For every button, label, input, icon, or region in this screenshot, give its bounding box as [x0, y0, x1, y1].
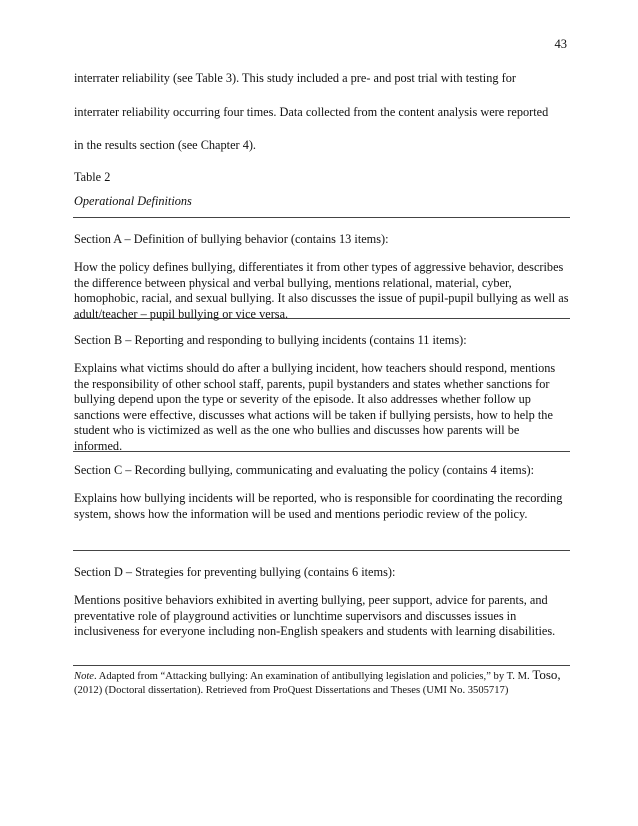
section-d-heading: Section D – Strategies for preventing bullying (contains 6 items): [74, 565, 396, 579]
note-text-b: (2012) (Doctoral dissertation). Retrieved from ProQuest Dissertations and Theses (UMI No. 3505717) [74, 685, 509, 696]
section-a-description: How the policy defines bullying, differentiates it from other types of aggressive behavior, describes the difference between physical and verbal bullying, mentions relational, material, cyber, homophobic, racial, and sexual bullying. It also discusses the issue of pupil-pupil bullying as well as adult/teacher – pupil bullying or vice versa. [74, 260, 569, 321]
body-text-line-3: in the results section (see Chapter 4). [74, 138, 257, 152]
table-title: Operational Definitions [74, 194, 192, 208]
page-number: 43 [554, 37, 567, 51]
table-note [74, 668, 570, 698]
section-b-description: Explains what victims should do after a bullying incident, how teachers should respond, mentions the responsibility of other school staff, parents, pupil bystanders and states whether sanctions for bullying depend upon the type or severity of the episode. It also addresses whether follow up sanctions were effective, discusses what actions will be taken if bullying persists, how to help the student who is victimized as well as the one who bullies and discusses how parents will be informed. [74, 361, 556, 453]
table-section-a [74, 232, 570, 322]
table-section-c [74, 463, 570, 522]
table-bottom-rule [73, 665, 570, 666]
body-text-line-2: interrater reliability occurring four times. Data collected from the content analysis were reported [74, 105, 549, 119]
section-d-description: Mentions positive behaviors exhibited in averting bullying, peer support, advice for parents, and preventative role of playground activities or lunchtime supervisors and discusses issues in inclusiveness for everyone including non-English speakers and students with learning disabilities. [74, 593, 556, 638]
section-c-heading: Section C – Recording bullying, communicating and evaluating the policy (contains 4 items): [74, 463, 535, 477]
table-section-b [74, 333, 570, 454]
table-rule-cd [73, 550, 570, 551]
section-a-heading: Section A – Definition of bullying behavior (contains 13 items): [74, 232, 389, 246]
note-author: Toso, [532, 667, 561, 682]
table-label: Table 2 [74, 170, 111, 184]
body-text-line-1: interrater reliability (see Table 3). This study included a pre- and post trial with testing for [74, 71, 516, 85]
section-c-description: Explains how bullying incidents will be reported, who is responsible for coordinating the recording system, shows how the information will be used and mentions periodic review of the policy. [74, 491, 563, 521]
table-top-rule [73, 217, 570, 218]
note-text-a: . Adapted from “Attacking bullying: An examination of antibullying legislation and policies,” by T. M. [94, 671, 533, 682]
section-b-heading: Section B – Reporting and responding to bullying incidents (contains 11 items): [74, 333, 467, 347]
table-rule-bc [73, 451, 570, 452]
note-label: Note [74, 671, 95, 682]
table-rule-ab [73, 318, 570, 319]
table-section-d [74, 565, 570, 640]
